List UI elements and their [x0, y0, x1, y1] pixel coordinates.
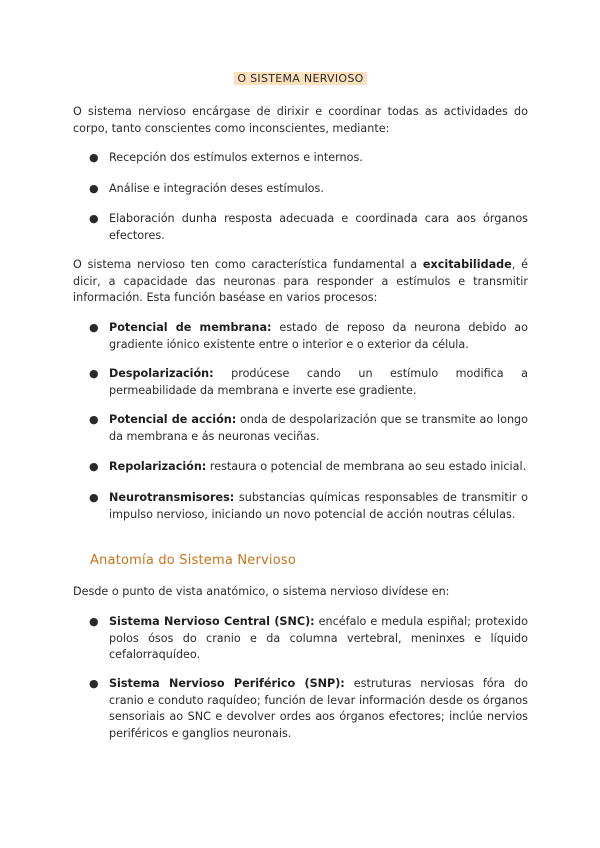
list-item-text — [109, 459, 528, 476]
list-item-text — [109, 412, 528, 445]
intro-text: O sistema nervioso encárgase de dirixir e coordinar todas as actividades do corpo, tanto conscientes como inconscientes, mediante: — [73, 105, 528, 135]
list-item-text — [109, 366, 528, 399]
list-item-text: Análise e integración deses estímulos. — [109, 182, 324, 195]
list-item — [73, 211, 528, 244]
excitability-paragraph — [73, 257, 528, 307]
definition: restaura o potencial de membrana ao seu estado inicial. — [206, 460, 527, 473]
term: Sistema Nervioso Central (SNC): — [109, 615, 315, 628]
list-item-text: Recepción dos estímulos externos e internos. — [109, 151, 363, 164]
anatomy-intro-paragraph — [73, 584, 528, 601]
definition: encéfalo e medula espiñal; protexido polos ósos do cranio e da columna vertebral, meninxes e líquido cefalorraquídeo. — [109, 615, 528, 661]
list-item — [73, 490, 528, 523]
list-item-text — [109, 490, 528, 523]
definition: onda de despolarización que se transmite ao longo da membrana e ás neuronas veciñas. — [109, 413, 528, 443]
term: Potencial de acción: — [109, 413, 237, 426]
intro-paragraph — [73, 104, 528, 137]
bullet-icon: ● — [89, 151, 99, 164]
definition: substancias químicas responsables de transmitir o impulso nervioso, iniciando un novo potencial de acción noutras células. — [109, 491, 528, 521]
term: Repolarización: — [109, 460, 207, 473]
list-item-text — [109, 614, 528, 664]
excit-before: O sistema nervioso ten como característica fundamental a — [73, 258, 423, 271]
bullet-icon: ● — [89, 615, 99, 628]
definition: prodúcese cando un estímulo modifica a permeabilidade da membrana e inverte ese gradiente. — [109, 367, 528, 397]
term: Potencial de membrana: — [109, 321, 272, 334]
list-item — [73, 150, 528, 167]
term: Sistema Nervioso Periférico (SNP): — [109, 677, 345, 690]
list-item — [73, 614, 528, 664]
excit-term: excitabilidade — [422, 258, 512, 271]
definition: estruturas nerviosas fóra do cranio e conduto raquídeo; función de levar información desde os órganos sensoriais ao SNC e devolver ordes aos órganos efectores; inclúe nervios periféricos e ganglios neuronais. — [109, 677, 528, 740]
bullet-icon: ● — [89, 212, 99, 225]
bullet-icon: ● — [89, 182, 99, 195]
list-item — [73, 366, 528, 399]
list-item-text — [109, 676, 528, 742]
list-item — [73, 676, 528, 742]
bullet-icon: ● — [89, 413, 99, 426]
list-item-text — [109, 320, 528, 353]
list-item — [73, 320, 528, 353]
definition: estado de reposo da neurona debido ao gradiente iónico existente entre o interior e o exterior da célula. — [109, 321, 528, 351]
excitability-text — [73, 257, 528, 307]
anatomy-intro-text: Desde o punto de vista anatómico, o sistema nervioso divídese en: — [73, 585, 450, 598]
bullet-icon: ● — [89, 321, 99, 334]
list-item — [73, 412, 528, 445]
section-heading: Anatomía do Sistema Nervioso — [90, 553, 297, 568]
bullet-icon: ● — [89, 367, 99, 380]
list-item — [73, 181, 528, 198]
title-text: O SISTEMA NERVIOSO — [234, 72, 366, 85]
bullet-icon: ● — [89, 460, 99, 473]
list-item — [73, 459, 528, 476]
term: Neurotransmisores: — [109, 491, 235, 504]
excit-after: , é dicir, a capacidade das neuronas para responder a estímulos e transmitir información. Esta función baséase en varios procesos: — [73, 258, 528, 304]
list-item-text: Elaboración dunha resposta adecuada e coordinada cara aos órganos efectores. — [109, 212, 528, 242]
bullet-icon: ● — [89, 677, 99, 690]
term: Despolarización: — [109, 367, 214, 380]
document-title — [73, 72, 528, 86]
bullet-icon: ● — [89, 491, 99, 504]
